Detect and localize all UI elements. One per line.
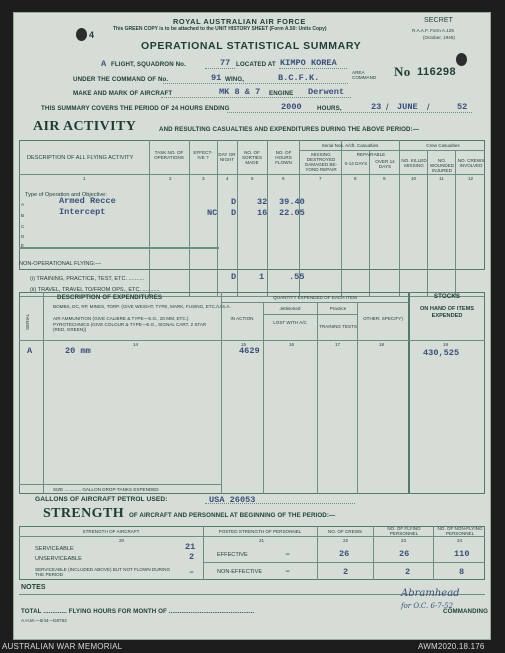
exp-col-num: 15 [241, 342, 247, 347]
col-other: OTHER: SPECIFY) [363, 316, 403, 321]
secret-label: SECRET [424, 17, 453, 24]
month-value: JUNE [397, 102, 418, 112]
exp-col-num: 14 [133, 342, 139, 347]
wing-label: WING, [225, 76, 245, 83]
signature: Abramhead [401, 588, 460, 599]
air-activity-title: AIR ACTIVITY [33, 119, 137, 134]
exp-col-num: 17 [335, 342, 341, 347]
air-activity-subtitle: AND RESULTING CASUALTIES AND EXPENDITURES DURING THE ABOVE PERIOD:— [159, 126, 420, 133]
exp-item: 20 mm [65, 346, 91, 356]
col-num: 5 [251, 176, 254, 181]
year-value: 52 [457, 102, 468, 112]
exp-desc-sub3: PYROTECHNICS (GIVE COLOUR & TYPE—E.G., SIGNAL CART. 2 STAR (RED, GREEN)) [53, 322, 207, 332]
serviceable-label: SERVICEABLE [35, 546, 74, 552]
exp-col-num: 19 [443, 342, 449, 347]
date-slash-1: / [386, 102, 389, 112]
repairable-group: REPAIRABLE [356, 152, 386, 157]
flight-label: FLIGHT, SQUADRON No. [111, 61, 186, 68]
exp-col-num: 18 [379, 342, 385, 347]
flight-value: A [101, 59, 107, 69]
noneffective-label: NON-EFFECTIVE [217, 569, 263, 575]
col-num: 7 [319, 176, 322, 181]
nonflying-header: NO. OF NON-FLYING PERSONNEL [437, 526, 483, 536]
notflown-label: SERVICEABLE (INCLUDED ABOVE) BUT NOT FLOWN DURING THE PERIOD [35, 567, 171, 577]
activity-sorties: 32 [257, 197, 268, 207]
notflown-value: – [189, 567, 195, 577]
effective-label: EFFECTIVE [217, 552, 248, 558]
activity-daynight: D [231, 208, 237, 218]
print-code: A.H.M.—6/44—D8763 [21, 618, 67, 623]
training-sorties: 1 [259, 272, 265, 282]
row-letter: C [21, 224, 25, 229]
col-training: TRAINING TESTS [319, 324, 357, 329]
training-daynight: D [231, 272, 237, 282]
col-num: 3 [202, 176, 205, 181]
row-letter: E [21, 243, 25, 248]
crews-header: NO. OF CREWS [327, 529, 363, 534]
row-letter: B [21, 213, 25, 218]
travel-label: (ii) TRAVEL, TRAVEL TO/FROM OPS., ETC. ........... [30, 287, 160, 293]
str-col-num: 21 [259, 538, 265, 543]
squadron-value: 77 [220, 58, 231, 68]
unserviceable-value: 2 [189, 552, 195, 562]
form-sheet [13, 12, 491, 640]
col-task: TASK NO. OF OPERATIONS [154, 150, 184, 160]
row-letter: D [21, 234, 25, 239]
exp-desc-sub2: AIR AMMUNITION (GIVE CALIBRE & TYPE—S.G., 20 MM, ETC.) [53, 316, 189, 321]
footer-left: AUSTRALIAN WAR MEMORIAL [2, 642, 123, 651]
col-killed: NO. KILLED MISSING [401, 158, 427, 168]
petrol-label: GALLONS OF AIRCRAFT PETROL USED: [35, 496, 168, 503]
area-label: AREA COMMAND [352, 70, 377, 80]
page-title: OPERATIONAL STATISTICAL SUMMARY [141, 40, 362, 52]
col-num: 8 [354, 176, 357, 181]
str-col-num: 23 [401, 538, 407, 543]
noneffective-nonflying: 8 [459, 567, 465, 577]
unserviceable-label: UNSERVICEABLE [35, 556, 82, 562]
droptank-label: SIZE ............. GALLON DROP-TANKS EXPENDED [53, 487, 159, 492]
col-jettisoned: Jettisoned [279, 306, 301, 311]
activity-sorties: 16 [257, 208, 268, 218]
org-title: ROYAL AUSTRALIAN AIR FORCE [173, 17, 306, 26]
serial-group: Serial Nos. A/cft. Casualties [321, 143, 379, 148]
form-date: (October, 1945) [423, 35, 455, 40]
activity-daynight: D [231, 197, 237, 207]
day-value: 23 [371, 102, 382, 112]
total-label: TOTAL ............. FLYING HOURS FOR MONTH OF ............................................... [21, 608, 255, 615]
exp-desc-title: DESCRIPTION OF EXPENDITURES [57, 294, 163, 301]
copy-note: This GREEN COPY is to be attached to the UNIT HISTORY SHEET (Form A.50: Units Copy) [113, 26, 327, 32]
command-no: 91 [211, 73, 222, 83]
page-mark: 4 [89, 30, 95, 40]
effective-dash: – [285, 549, 291, 559]
stocks-box [409, 292, 485, 494]
located-label: LOCATED AT [236, 61, 276, 68]
col-crews: NO. CREWS INVOLVED [457, 158, 485, 168]
col-num: 2 [169, 176, 172, 181]
punch-hole-right [456, 53, 467, 66]
footer-right: AWM2020.18.176 [418, 642, 485, 651]
col-daynight: DAY OR NIGHT [218, 152, 236, 162]
col-num: 12 [468, 176, 474, 181]
effective-crews: 26 [339, 549, 350, 559]
serial-label: SERIAL [25, 313, 30, 330]
period-label: THIS SUMMARY COVERS THE PERIOD OF 24 HOURS ENDING [41, 105, 230, 112]
aircraft-label: MAKE AND MARK OF AIRCRAFT [73, 90, 173, 97]
noneffective-dash: – [285, 566, 291, 576]
col-lost: LOST WITH A/C [273, 320, 307, 325]
wing-value: B.C.F.K. [278, 73, 320, 83]
type-label: Type of Operation and Objective: [25, 192, 107, 198]
training-label: (i) TRAINING, PRACTICE, TEST, ETC. .......... [30, 276, 145, 282]
stocks-sub: ON HAND OF ITEMS EXPENDED [419, 306, 475, 319]
located-value: KIMPO KOREA [280, 58, 337, 68]
noneffective-crews: 2 [343, 567, 349, 577]
str-col-num: 24 [457, 538, 463, 543]
strength-title: STRENGTH [43, 506, 124, 521]
stocks-title: STOCKS [433, 293, 461, 300]
col-num: 4 [226, 176, 229, 181]
col-action: IN ACTION [230, 316, 254, 321]
col-num: 6 [282, 176, 285, 181]
str-col-num: 22 [343, 538, 349, 543]
activity-desc: Intercept [59, 207, 106, 217]
command-label: UNDER THE COMMAND OF No. [73, 76, 169, 83]
col-hours: NO. OF HOURS FLOWN [275, 150, 292, 165]
col-desc: DESCRIPTION OF ALL FLYING ACTIVITY [27, 155, 134, 161]
col-over14: OVER 14 DAYS [375, 159, 395, 169]
punch-hole-left [76, 28, 87, 41]
col-effective: EFFECT- IVE ? [193, 150, 213, 160]
signature-date: for O.C. 6-7-52 [401, 602, 454, 610]
form-ref: R.A.A.F. Form A.125 [412, 28, 454, 33]
exp-in-action: 4629 [239, 346, 260, 356]
qty-group: QUANTITY EXPENDED OF EACH ITEM [273, 295, 357, 300]
nonop-label: NON-OPERATIONAL FLYING:— [19, 261, 101, 267]
date-slash-2: / [427, 102, 430, 112]
engine-label: ENGINE [269, 90, 294, 97]
aircraft-header: STRENGTH OF AIRCRAFT [82, 529, 140, 534]
effective-nonflying: 110 [454, 549, 470, 559]
form-number: 116298 [417, 66, 457, 78]
engine-value: Derwent [308, 87, 345, 97]
col-wounded: NO. WOUNDED INJURED [429, 158, 455, 173]
exp-stock: 430,525 [423, 348, 460, 358]
exp-row-letter: A [27, 346, 33, 356]
training-hours: .55 [289, 272, 305, 282]
number-label: No [394, 64, 411, 79]
hours-label: HOURS, [317, 105, 342, 112]
strength-subtitle: OF AIRCRAFT AND PERSONNEL AT BEGINNING OF THE PERIOD:— [129, 512, 336, 519]
col-sorties: NO. OF SORTIES MADE [241, 150, 263, 165]
col-14days: 0-14 DAYS [344, 161, 368, 166]
activity-hours: 22.05 [279, 208, 305, 218]
row-letter: A [21, 202, 25, 207]
exp-col-num: 16 [289, 342, 295, 347]
col-missing: MISSING DESTROYED DAMAGED BE- YOND REPAIR [304, 152, 338, 172]
commanding-label: COMMANDING [443, 608, 488, 615]
activity-desc: Armed Recce [59, 196, 116, 206]
noneffective-flying: 2 [405, 567, 411, 577]
hours-value: 2000 [281, 102, 302, 112]
exp-desc-sub1: BOMBS, DC, RP, MINES, TORP. (GIVE WEIGHT, TYPE, MARK, FUSING, ETC./U.S.A. [53, 304, 231, 309]
col-num: 9 [383, 176, 386, 181]
serviceable-value: 21 [185, 542, 196, 552]
effective-flying: 26 [399, 549, 410, 559]
crew-group: Crew Casualties [426, 143, 460, 148]
posted-header: POSTED STRENGTH OF PERSONNEL [218, 529, 302, 534]
col-num: 11 [439, 176, 444, 181]
col-num: 1 [83, 176, 86, 181]
activity-effective: NC [207, 208, 218, 218]
flying-header: NO. OF FLYING PERSONNEL [387, 526, 421, 536]
notes-label: NOTES [21, 584, 46, 591]
aircraft-value: MK 8 & 7 [219, 87, 261, 97]
col-practice: Practice [329, 306, 347, 311]
col-num: 10 [411, 176, 417, 181]
petrol-value: USA 26053 [209, 495, 256, 505]
activity-hours: 39.40 [279, 197, 305, 207]
str-col-num: 20 [119, 538, 125, 543]
